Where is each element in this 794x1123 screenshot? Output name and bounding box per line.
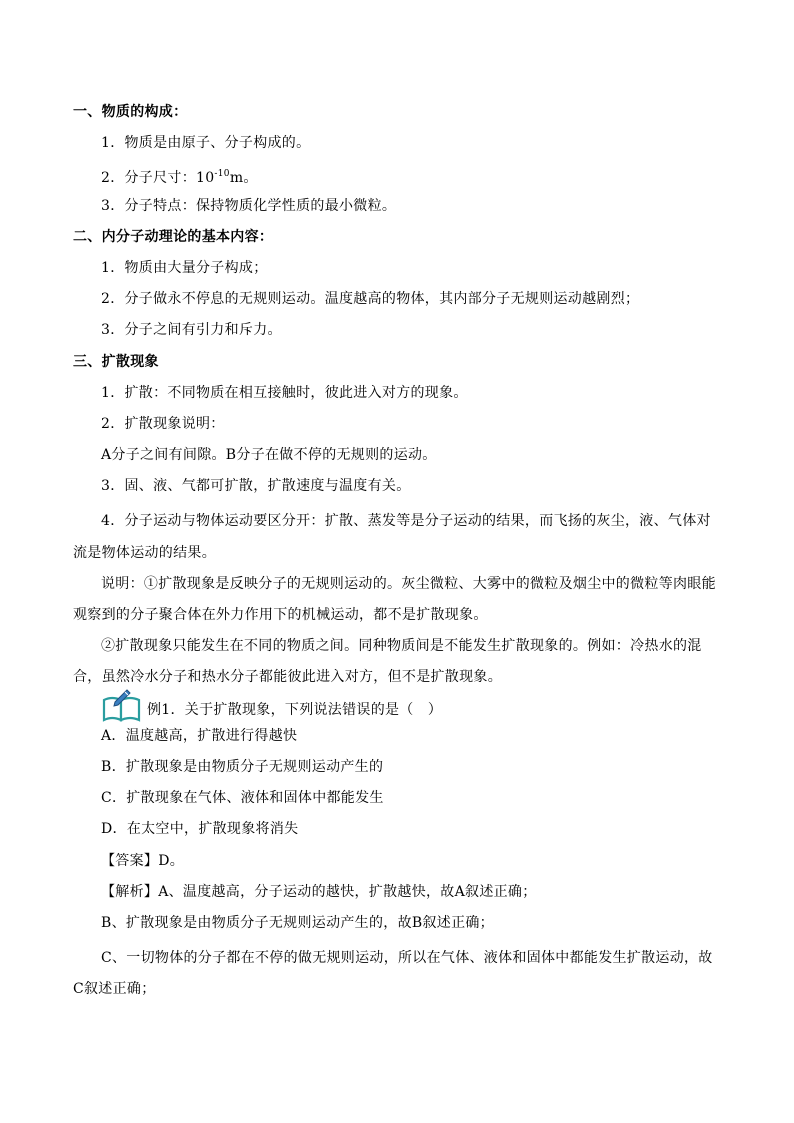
section3-item-2-detail: A分子之间有间隙。B分子在做不停的无规则的运动。: [101, 447, 437, 464]
section2-heading: 二、内分子动理论的基本内容：: [73, 228, 274, 245]
molecule-size-exponent: -10: [214, 169, 230, 180]
example-answer: 【答案】D。: [101, 852, 185, 869]
example-analysis-2: B、扩散现象是由物质分子无规则运动产生的，故B叙述正确；: [101, 914, 494, 931]
molecule-size-prefix: 2．分子尺寸：10: [101, 170, 215, 187]
section3-note-2: ②扩散现象只能发生在不同的物质之间。同种物质间是不能发生扩散现象的。例如：冷热水的混合，虽然冷水分子和热水分子都能彼此进入对方，但不是扩散现象。: [73, 638, 702, 686]
section1-item-2: [73, 163, 723, 194]
example-option-b: B．扩散现象是由物质分子无规则运动产生的: [101, 759, 384, 776]
section1-item-1: 1．物质是由原子、分子构成的。: [101, 135, 311, 152]
section3-item-3: 3．固、液、气都可扩散，扩散速度与温度有关。: [101, 478, 411, 495]
section3-heading: 三、扩散现象: [73, 353, 159, 370]
section2-item-2: 2．分子做永不停息的无规则运动。温度越高的物体，其内部分子无规则运动越剧烈；: [101, 291, 640, 308]
section3-note-1: 说明：①扩散现象是反映分子的无规则运动的。灰尘微粒、大雾中的微粒及烟尘中的微粒等肉眼能观察到的分子聚合体在外力作用下的机械运动，都不是扩散现象。: [73, 575, 716, 624]
example-analysis-1: 【解析】A、温度越高，分子运动的越快，扩散越快，故A叙述正确；: [101, 883, 537, 900]
section1-item-3: 3．分子特点：保持物质化学性质的最小微粒。: [101, 197, 397, 214]
section2-item-1: 1．物质由大量分子构成；: [101, 259, 268, 276]
example-question-row: [73, 694, 723, 725]
section2-item-3: 3．分子之间有引力和斥力。: [101, 322, 282, 339]
section3-item-2: 2．扩散现象说明：: [101, 415, 225, 432]
example-question: 例1．关于扩散现象，下列说法错误的是（ ）: [147, 702, 443, 719]
example-analysis-3: C、一切物体的分子都在不停的做无规则运动，所以在气体、液体和固体中都能发生扩散运动，故C叙述正确；: [73, 950, 713, 998]
example-option-d: D．在太空中，扩散现象将消失: [101, 821, 299, 838]
section3-item-1: 1．扩散：不同物质在相互接触时，彼此进入对方的现象。: [101, 384, 468, 401]
document-page: [73, 101, 723, 1006]
section3-item-4: 4．分子运动与物体运动要区分开：扩散、蒸发等是分子运动的结果，而飞扬的灰尘，液、气体对流是物体运动的结果。: [73, 513, 711, 561]
example-option-a: A．温度越高，扩散进行得越快: [101, 727, 298, 744]
open-book-pencil-icon: [101, 688, 143, 722]
molecule-size-suffix: m。: [229, 170, 258, 187]
example-option-c: C．扩散现象在气体、液体和固体中都能发生: [101, 790, 384, 807]
section1-heading: 一、物质的构成：: [73, 104, 188, 120]
